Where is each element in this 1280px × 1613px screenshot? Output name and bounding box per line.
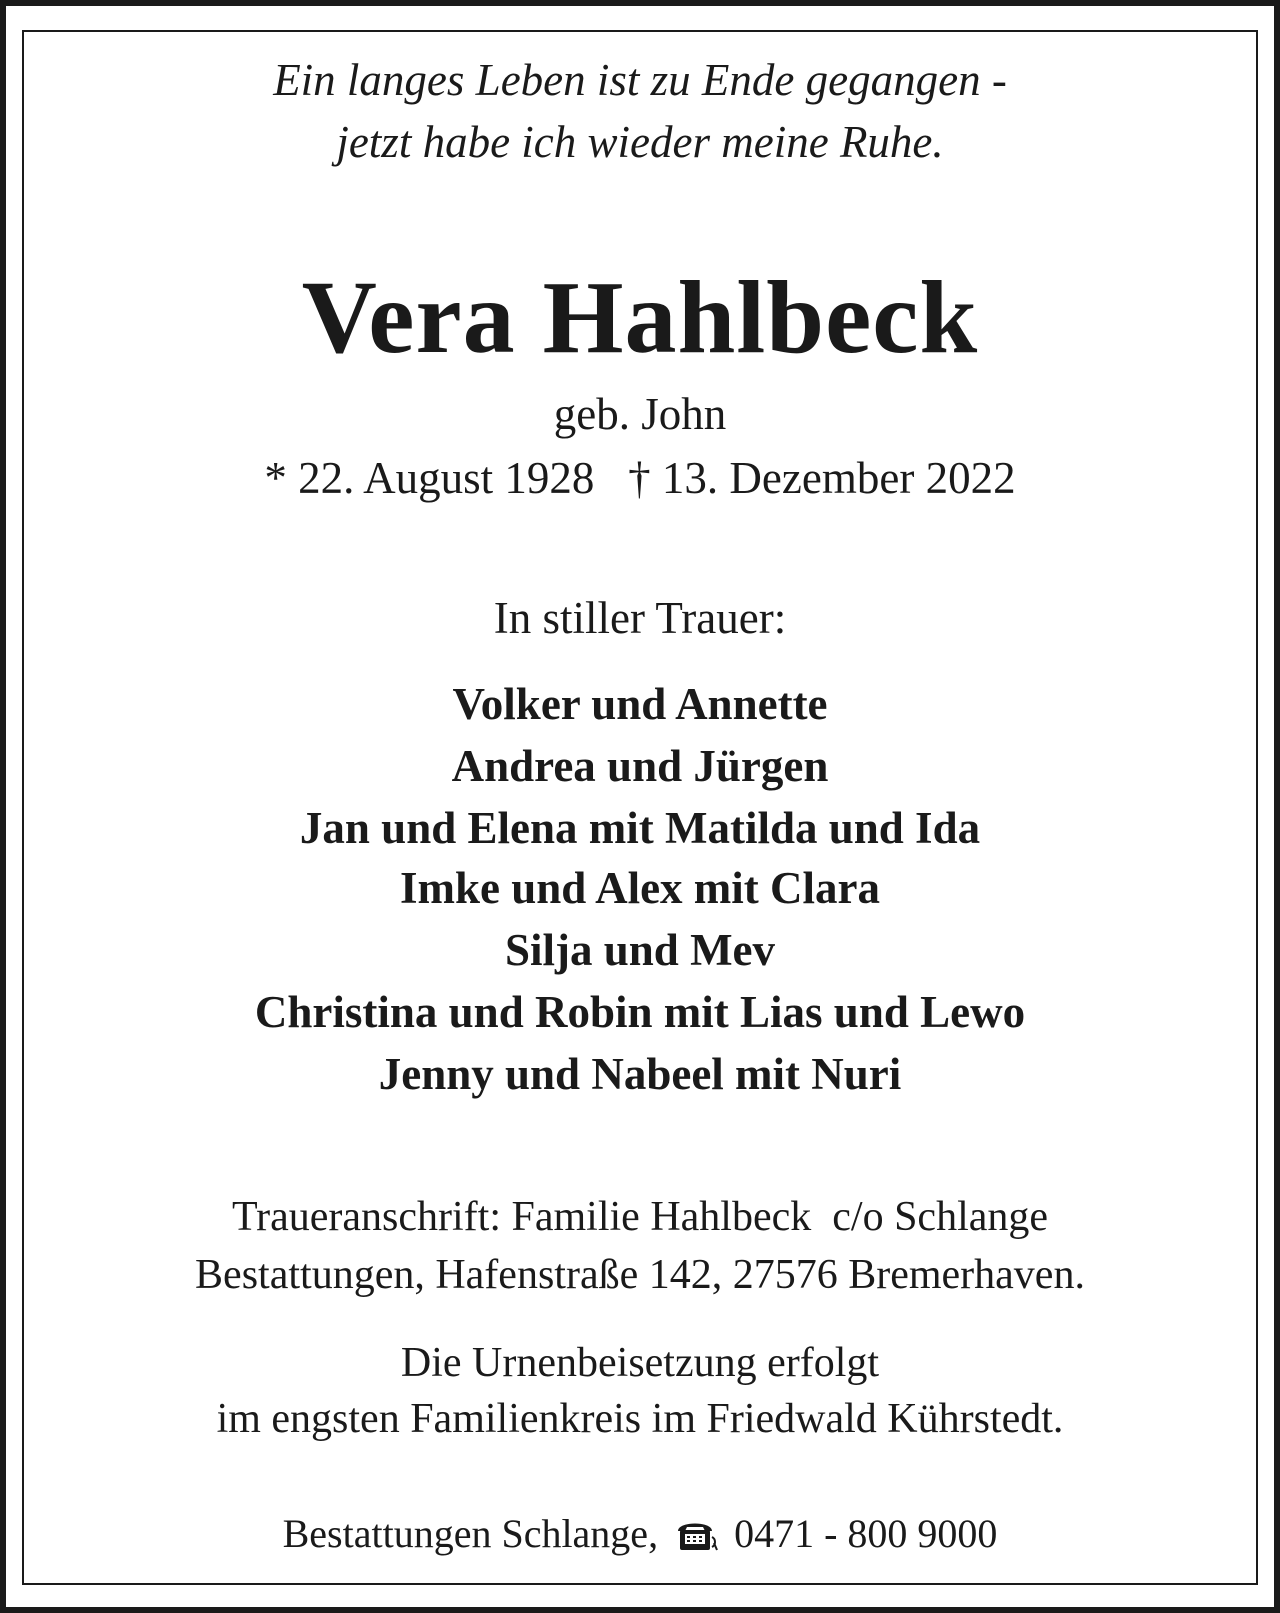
motto-line-2: jetzt habe ich wieder meine Ruhe.: [336, 117, 944, 167]
life-dates: * 22. August 1928 † 13. Dezember 2022: [264, 453, 1016, 503]
phone-icon: [676, 1517, 720, 1560]
motto-line-1: Ein langes Leben ist zu Ende gegangen -: [273, 55, 1007, 105]
address-line-2: Bestattungen, Hafenstraße 142, 27576 Bremerhaven.: [195, 1252, 1085, 1298]
footer-contact: [22, 1511, 1258, 1560]
mourner-line: Andrea und Jürgen: [451, 741, 829, 791]
mourning-intro: In stiller Trauer:: [493, 593, 787, 643]
maiden-name: geb. John: [553, 389, 727, 439]
burial-line-1: Die Urnenbeisetzung erfolgt: [400, 1340, 880, 1386]
mourner-line: Silja und Mev: [504, 925, 776, 975]
mourner-line: Christina und Robin mit Lias und Lewo: [254, 987, 1026, 1037]
mourner-line: Imke und Alex mit Clara: [399, 863, 880, 913]
funeral-home-name: Bestattungen Schlange,: [282, 1511, 659, 1556]
burial-line-2: im engsten Familienkreis im Friedwald Kührstedt.: [216, 1396, 1064, 1442]
mourner-line: Jenny und Nabeel mit Nuri: [378, 1049, 902, 1099]
deceased-name: Vera Hahlbeck: [301, 260, 979, 375]
phone-number: 0471 - 800 9000: [734, 1511, 998, 1556]
mourner-line: Volker und Annette: [452, 679, 828, 729]
address-line-1: Traueranschrift: Familie Hahlbeck c/o Schlange: [231, 1194, 1049, 1240]
mourner-line: Jan und Elena mit Matilda und Ida: [299, 803, 981, 853]
